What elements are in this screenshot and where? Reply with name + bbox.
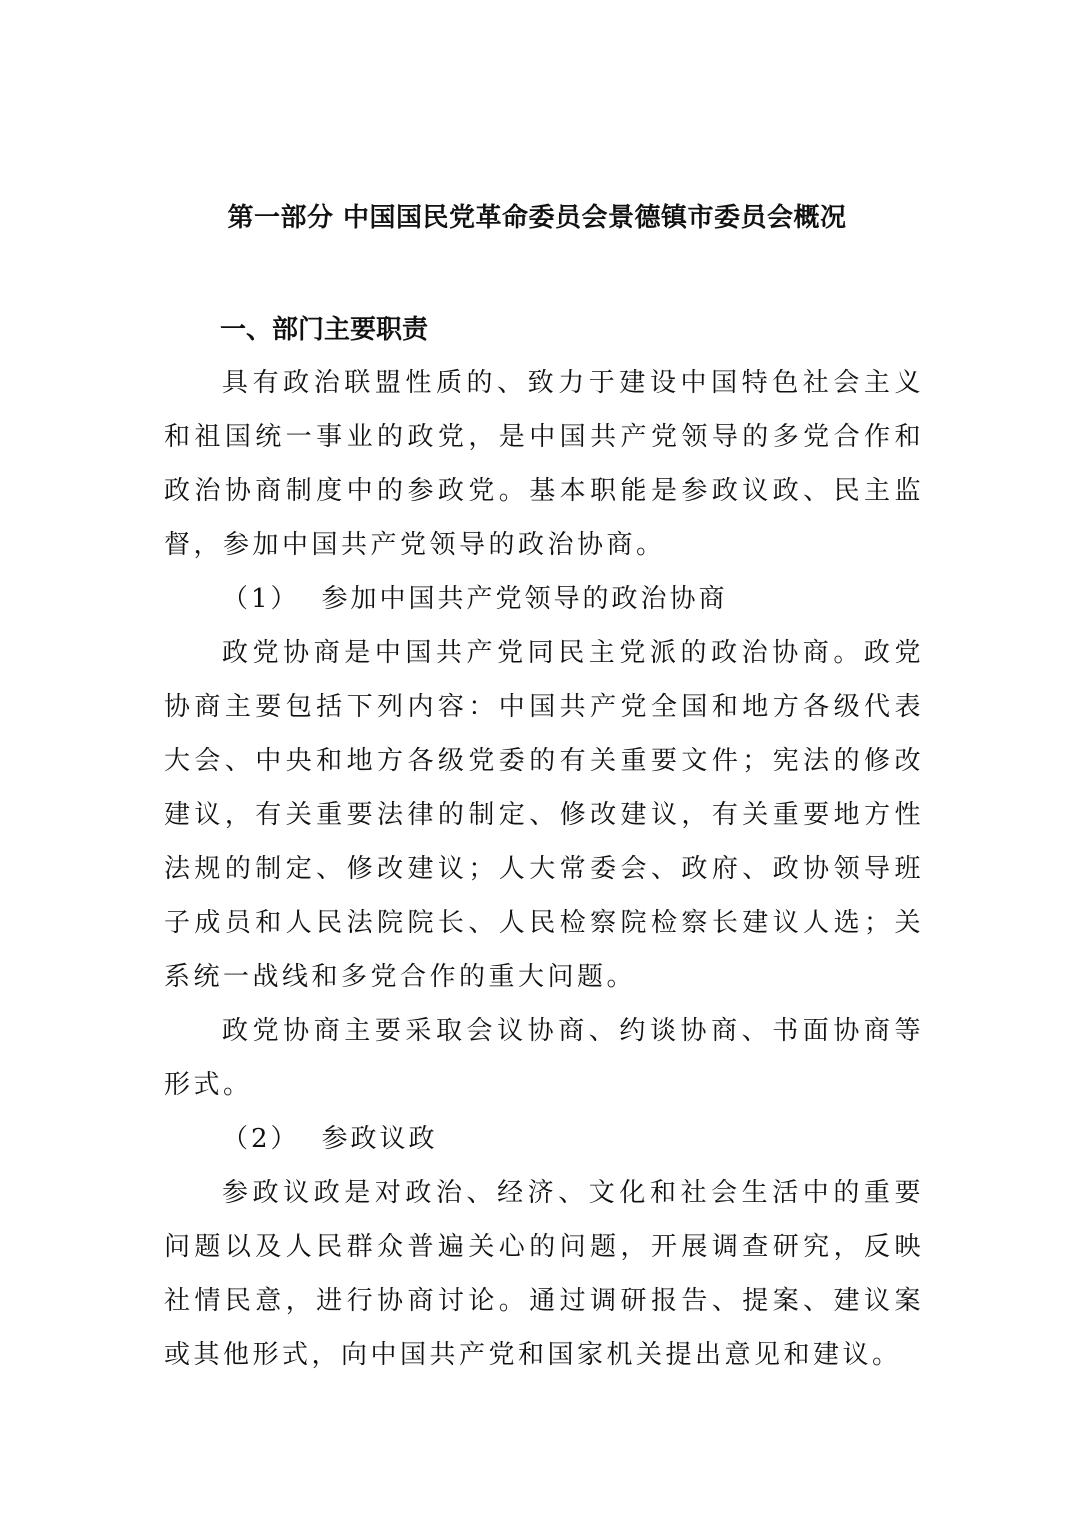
subsection-title: 参加中国共产党领导的政治协商 — [321, 584, 728, 614]
page-title: 第一部分 中国国民党革命委员会景德镇市委员会概况 — [227, 203, 847, 233]
subsection-heading-1 — [164, 572, 924, 626]
document-body — [164, 356, 924, 1382]
subsection-title: 参政议政 — [321, 1124, 438, 1154]
subsection-number: （2） — [222, 1124, 300, 1154]
section-heading: 一、部门主要职责 — [220, 315, 429, 345]
paragraph-duties: 具有政治联盟性质的、致力于建设中国特色社会主义和祖国统一事业的政党，是中国共产党领导的多党合作和政治协商制度中的参政党。基本职能是参政议政、民主监督，参加中国共产党领导的政治协商。 — [164, 368, 924, 560]
paragraph-participation: 参政议政是对政治、经济、文化和社会生活中的重要问题以及人民群众普遍关心的问题，开展调查研究，反映社情民意，进行协商讨论。通过调研报告、提案、建议案或其他形式，向中国共产党和国家机关提出意见和建议。 — [164, 1178, 924, 1370]
paragraph-consultation-content: 政党协商是中国共产党同民主党派的政治协商。政党协商主要包括下列内容：中国共产党全国和地方各级代表大会、中央和地方各级党委的有关重要文件；宪法的修改建议，有关重要法律的制定、修改建议，有关重要地方性法规的制定、修改建议；人大常委会、政府、政协领导班子成员和人民法院院长、人民检察院检察长建议人选；关系统一战线和多党合作的重大问题。 — [164, 638, 924, 992]
subsection-number: （1） — [222, 584, 300, 614]
subsection-heading-2 — [164, 1112, 924, 1166]
paragraph-consultation-forms: 政党协商主要采取会议协商、约谈协商、书面协商等形式。 — [164, 1016, 924, 1100]
